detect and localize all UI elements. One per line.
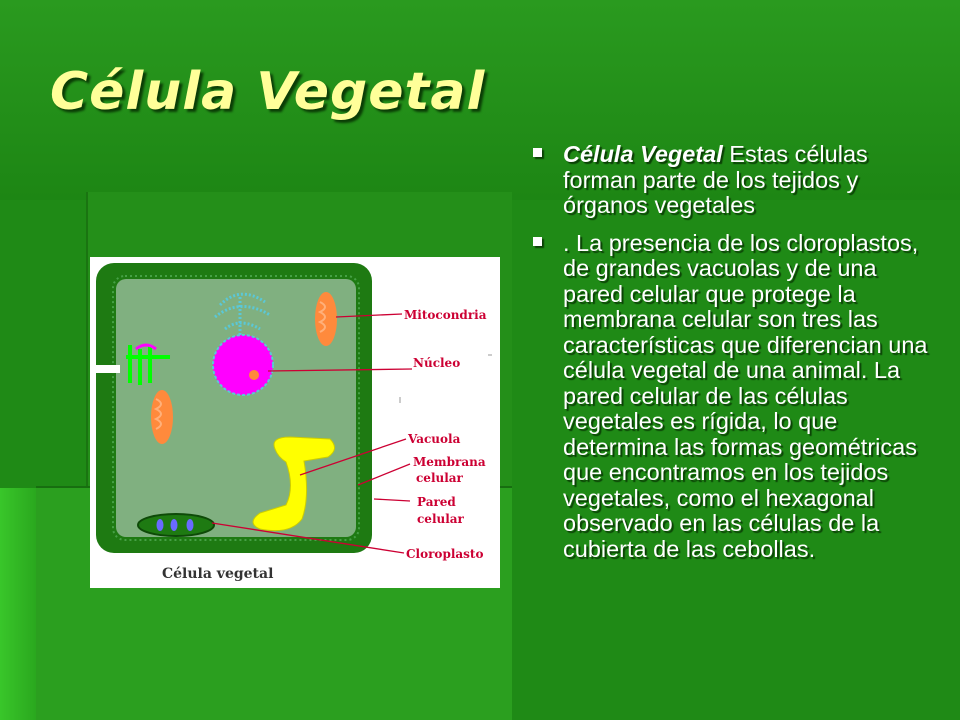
- label-membrana-2: celular: [416, 471, 463, 485]
- thylakoid-2: [171, 519, 178, 531]
- nucleus: [213, 335, 273, 395]
- mitochondrion-top: [315, 292, 337, 346]
- bullet-item-1: [530, 142, 938, 219]
- nucleolus: [249, 370, 259, 380]
- bullet-lead: Célula Vegetal: [563, 141, 723, 167]
- label-membrana: Membrana: [413, 455, 486, 469]
- square-bullet-icon: [533, 148, 542, 157]
- square-bullet-icon: [533, 237, 542, 246]
- plant-cell-svg: [90, 257, 500, 588]
- plant-cell-diagram: [90, 257, 500, 588]
- label-mitocondria: Mitocondria: [404, 308, 487, 322]
- plasmodesma: [90, 365, 120, 373]
- figure-caption: Célula vegetal: [162, 566, 274, 582]
- bullet-text: Estas células forman parte de los tejidos y órganos vegetales: [563, 141, 868, 218]
- bullet-list: [530, 142, 938, 574]
- bullet-text: . La presencia de los cloroplastos, de grandes vacuolas y de una pared celular que protege la membrana celular son tres las características que diferencian una célula vegetal de una animal. La pared celular de las células vegetales es rígida, lo que determina las formas geométricas que encontramos en los tejidos vegetales, como el hexagonal observado en las células de la cubierta de las cebollas.: [563, 229, 928, 562]
- label-pared-2: celular: [417, 512, 464, 526]
- thylakoid-1: [157, 519, 164, 531]
- slide-title: Célula Vegetal: [50, 62, 486, 122]
- label-nucleo: Núcleo: [413, 356, 461, 370]
- label-cloroplasto: Cloroplasto: [406, 547, 484, 561]
- mitochondrion-left: [151, 390, 173, 444]
- bullet-item-2: [530, 231, 938, 563]
- label-vacuola: Vacuola: [408, 432, 461, 446]
- background-panel-left: [0, 488, 36, 720]
- label-pared: Pared: [417, 495, 456, 509]
- thylakoid-3: [187, 519, 194, 531]
